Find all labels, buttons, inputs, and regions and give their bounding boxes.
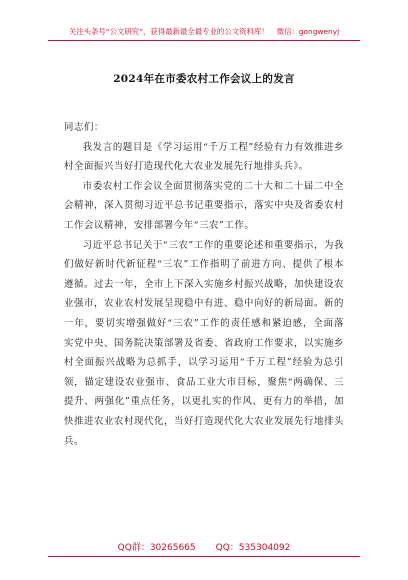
qq-number: QQ：535304092 (215, 543, 291, 553)
qq-group: QQ群：30265665 (117, 543, 196, 553)
paragraph-3: 习近平总书记关于“三农”工作的重要论述和重要指示，为我们做好新时代新征程“三农”工作指明了前进方向、提供了根本遵循。过去一年，全市上下深入实施乡村振兴战略，加快建设农业强市，农业农村发展呈现稳中有进、稳中向好的新局面。新的一年，要切实增强做好“三农”工作的责任感和紧迫感，全面落实党中央、国务院决策部署及省委、省政府工作要求，以实施乡村全面振兴战略为总抓手，以学习运用“千万工程”经验为总引领，锚定建设农业强市、食品工业大市目标，聚焦“两确保、三提升、两强化”重点任务，以更扎实的作风、更有力的举措，加快推进农业农村现代化，当好打造现代化大农业发展先行地排头兵。 (64, 239, 344, 447)
document-title: 2024年在市委农村工作会议上的发言 (113, 73, 295, 85)
salutation: 同志们： (64, 122, 104, 133)
wechat-label: 微信：gongwenyj (276, 27, 340, 36)
promo-text: 关注头条号“公文研究”，获得最新最全最专业的公文资料库！ (68, 27, 269, 36)
header-divider (48, 40, 360, 41)
footer-contacts (0, 540, 408, 553)
header-banner (0, 26, 408, 37)
paragraph-1: 我发言的题目是《学习运用“千万工程”经验有力有效推进乡村全面振兴当好打造现代化大农业发展先行地排头兵》。 (64, 141, 344, 173)
footer-divider (48, 556, 360, 557)
paragraph-2: 市委农村工作会议全面贯彻落实党的二十大和二十届二中全会精神，深入贯彻习近平总书记重要指示，落实中央及省委农村工作会议精神，安排部署今年“三农”工作。 (64, 180, 344, 231)
document-body (64, 118, 344, 451)
